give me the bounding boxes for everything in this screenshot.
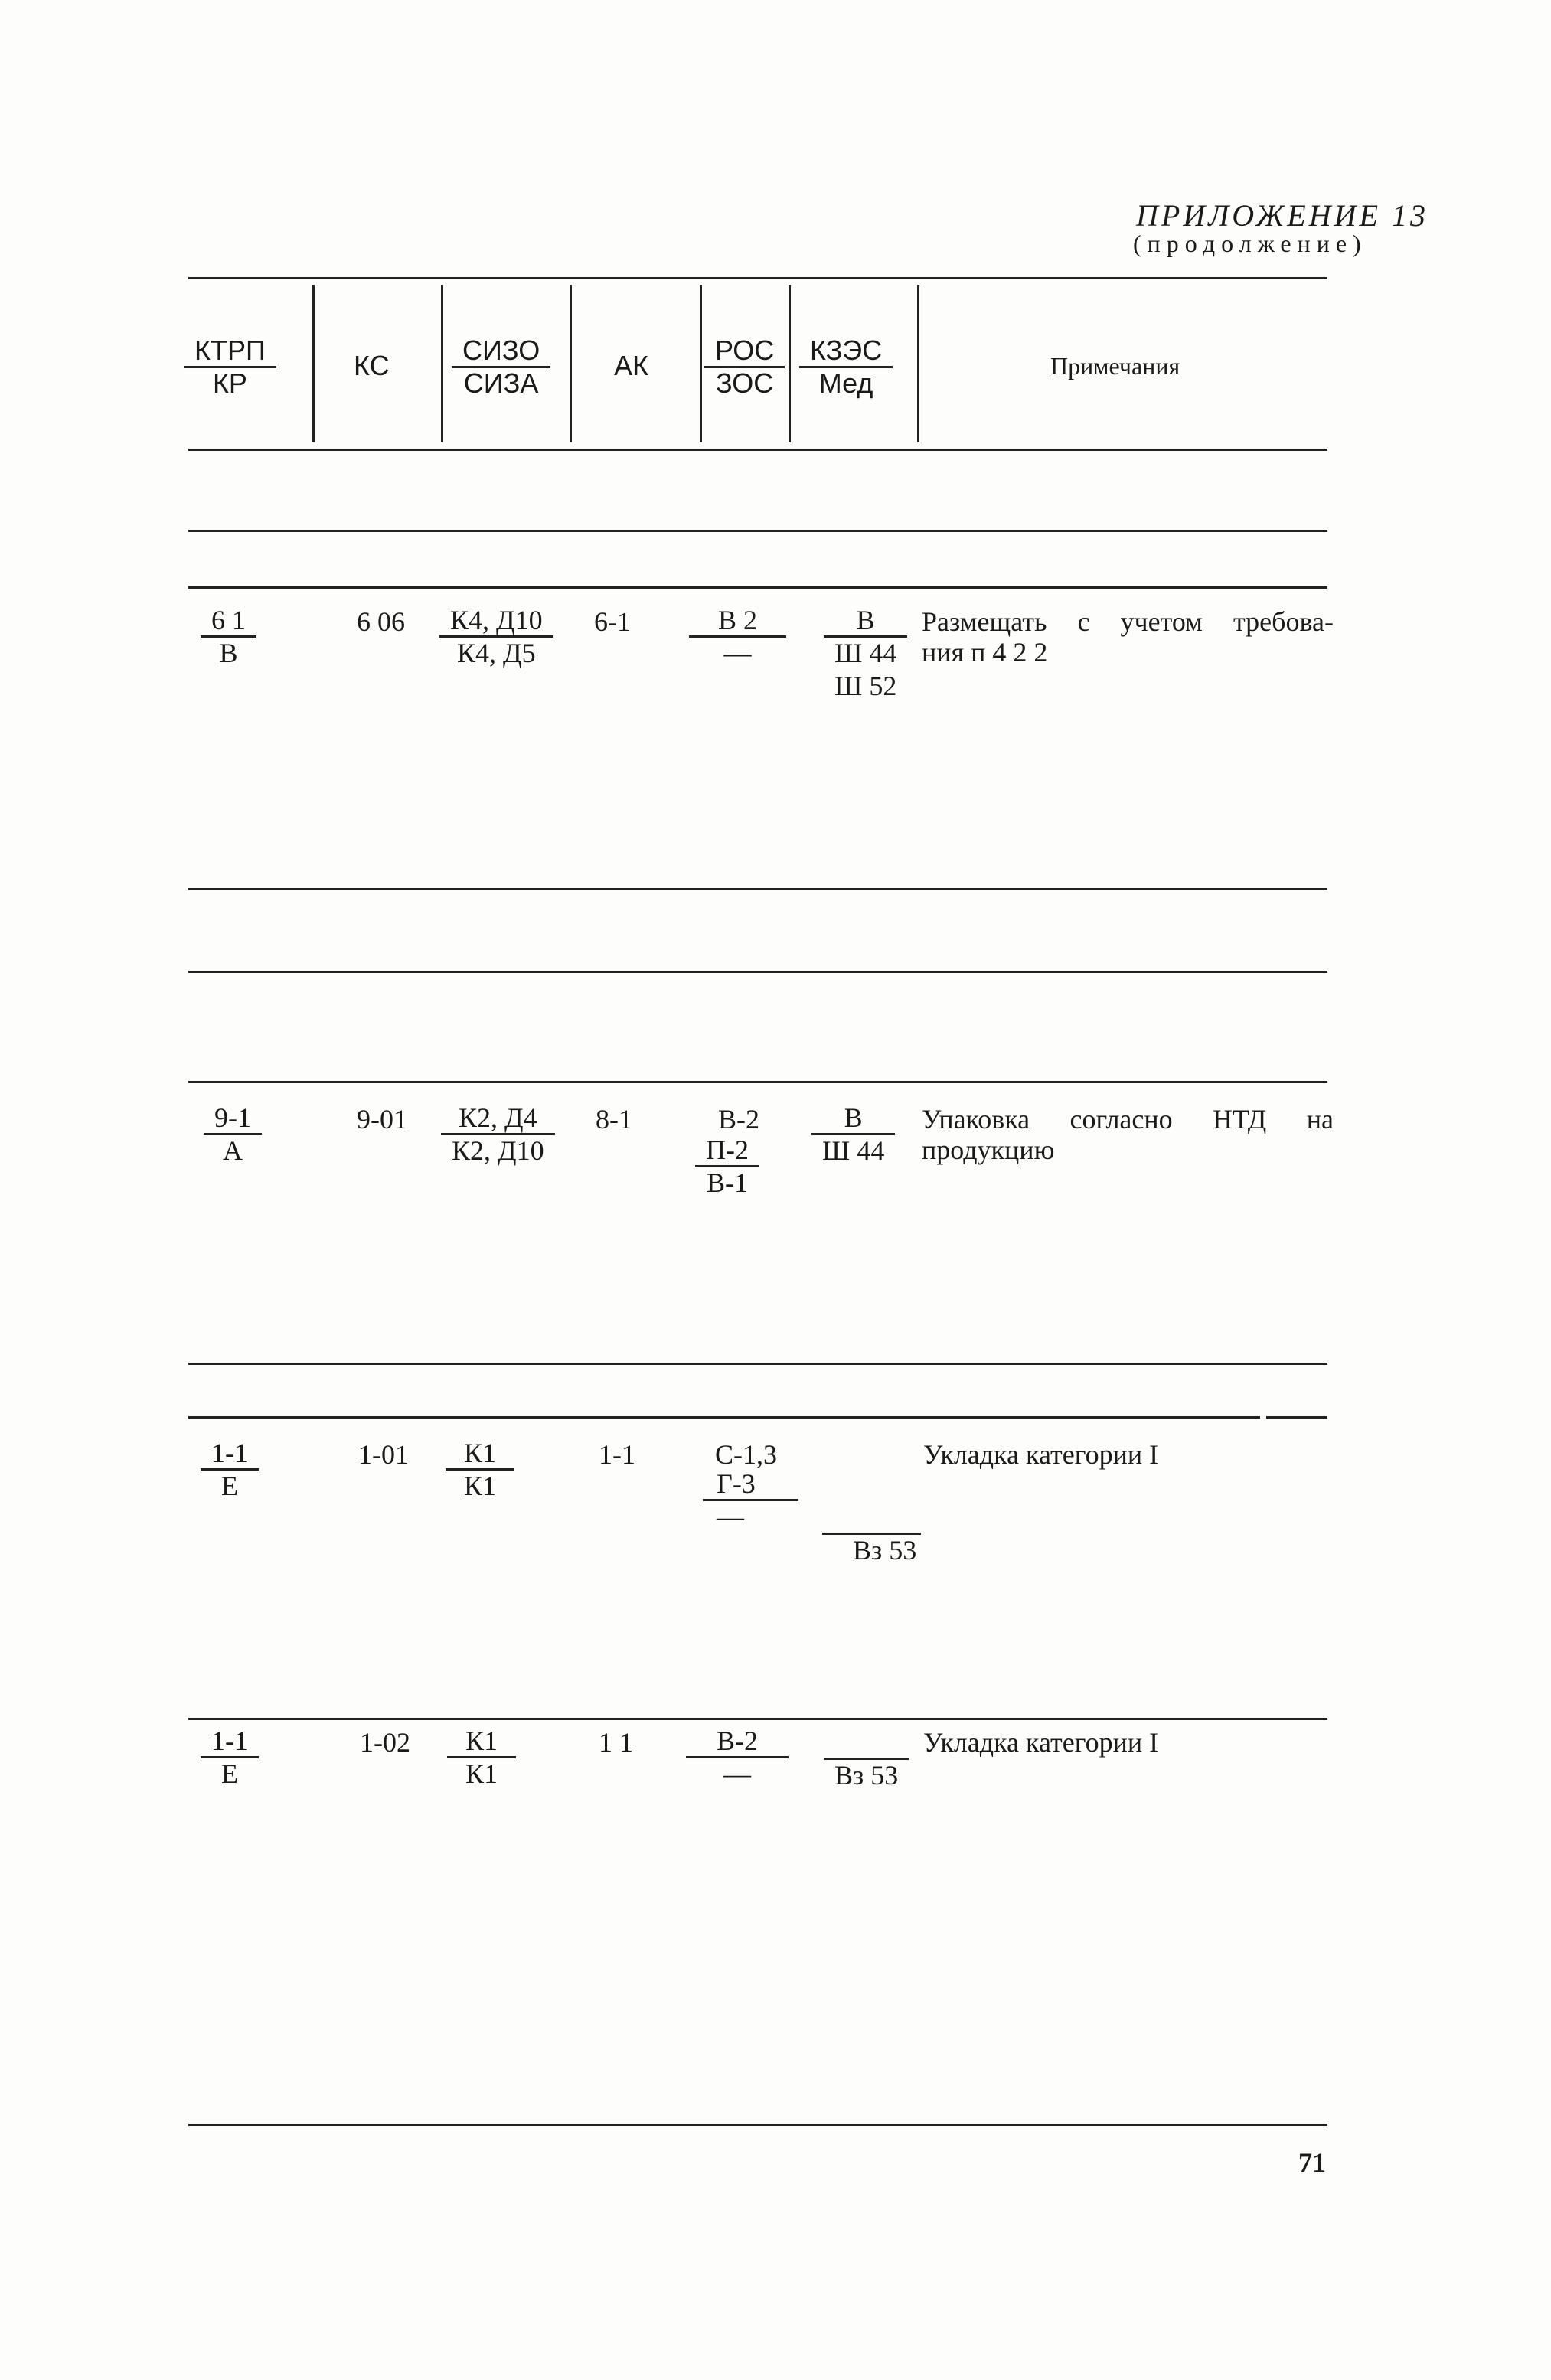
header-ak: АК xyxy=(614,350,648,381)
row3-note: Укладка категории I xyxy=(923,1439,1159,1470)
header-ktrp-kr: КТРП КР xyxy=(184,335,276,399)
row4-ak: 1 1 xyxy=(599,1727,633,1758)
row3-ktrp-kr: 1-1 Е xyxy=(201,1438,259,1501)
row3-ak: 1-1 xyxy=(599,1439,635,1470)
row1-ros-zos: В 2 — xyxy=(689,605,786,668)
header-sizo-siza: СИЗО СИЗА xyxy=(452,335,550,399)
row1-ak: 6-1 xyxy=(594,606,631,637)
page-bottom-rule xyxy=(188,2124,1327,2126)
row4-ros-zos: В-2 — xyxy=(686,1725,789,1789)
row2-note: Упаковка согласно НТД на продукцию xyxy=(922,1104,1334,1165)
row4-note: Укладка категории I xyxy=(923,1727,1159,1758)
col-divider-1 xyxy=(312,285,315,442)
row4-ks: 1-02 xyxy=(360,1727,410,1758)
separator-rule xyxy=(188,1718,1327,1720)
row4-sizo-siza: К1 К1 xyxy=(447,1725,516,1789)
row2-kzes-med: В Ш 44 xyxy=(811,1102,895,1166)
col-divider-2 xyxy=(441,285,443,442)
header-notes: Примечания xyxy=(1050,352,1180,380)
row2-ros2-zos: П-2 В-1 xyxy=(695,1134,759,1198)
row2-ros: В-2 xyxy=(718,1104,759,1134)
table-top-rule xyxy=(188,277,1327,279)
row1-ks: 6 06 xyxy=(357,606,405,637)
row1-kzes-med: В Ш 44 xyxy=(824,605,907,668)
separator-rule xyxy=(188,586,1327,589)
appendix-continuation: (продолжение) xyxy=(1133,230,1367,257)
col-divider-6 xyxy=(917,285,919,442)
row4-med: Вз 53 xyxy=(824,1758,909,1791)
separator-rule xyxy=(188,1081,1327,1083)
row1-sizo-siza: К4, Д10 К4, Д5 xyxy=(439,605,553,668)
col-divider-3 xyxy=(570,285,572,442)
row1-ktrp-kr: 6 1 В xyxy=(201,605,256,668)
row2-ktrp-kr: 9-1 А xyxy=(204,1102,262,1166)
row1-note: Размещать с учетом требова- ния п 4 2 2 xyxy=(922,606,1334,668)
row1-med-extra: Ш 52 xyxy=(834,671,897,701)
header-ks: КС xyxy=(354,350,390,381)
row3-sizo-siza: К1 К1 xyxy=(446,1438,514,1501)
separator-rule xyxy=(188,530,1327,532)
row3-ros: С-1,3 xyxy=(715,1439,777,1470)
header-kzes-med: КЗЭС Мед xyxy=(799,335,893,399)
page-number: 71 xyxy=(1298,2147,1326,2178)
separator-rule xyxy=(188,1416,1260,1419)
col-divider-4 xyxy=(700,285,702,442)
row3-med: Вз 53 xyxy=(822,1533,921,1565)
appendix-title: ПРИЛОЖЕНИЕ 13 xyxy=(1136,198,1429,233)
row2-ks: 9-01 xyxy=(357,1104,407,1134)
table-header-bottom-rule xyxy=(188,449,1327,451)
row2-ak: 8-1 xyxy=(596,1104,632,1134)
separator-rule xyxy=(188,1363,1327,1365)
row4-ktrp-kr: 1-1 Е xyxy=(201,1725,259,1789)
header-ros-zos: РОС ЗОС xyxy=(704,335,785,399)
row3-ks: 1-01 xyxy=(358,1439,409,1470)
separator-rule xyxy=(188,971,1327,973)
separator-rule xyxy=(1266,1416,1327,1419)
separator-rule xyxy=(188,888,1327,890)
row3-ros2-zos: Г-3 — xyxy=(703,1468,798,1532)
col-divider-5 xyxy=(789,285,791,442)
row2-sizo-siza: К2, Д4 К2, Д10 xyxy=(441,1102,555,1166)
